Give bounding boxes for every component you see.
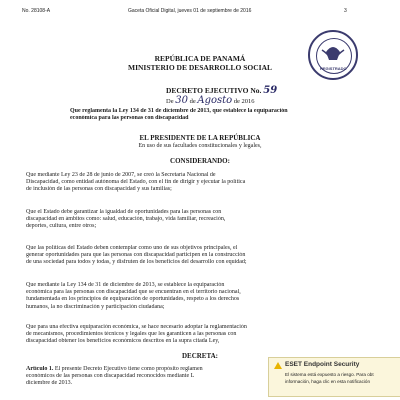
decree-number-handwritten: 59 (263, 85, 278, 96)
decreta-heading: DECRETA: (181, 352, 219, 360)
article-1: Artículo 1. El presente Decreto Ejecutivo tiene como propósito reglamen económicos de las personas con discapacidad reconocidos mediante L diciembre de 2013. (26, 366, 203, 387)
decree-date: De 30 de Agosto de 2016 (166, 95, 255, 106)
notification-message-line: información, haga clic en esta notificación (285, 379, 371, 384)
gazette-number: No. 28108-A (22, 8, 51, 14)
recital-paragraph: Que mediante la Ley 134 de 31 de diciembre de 2013, se establece la equiparación económica para las personas con discapacidad que se encuentran en el territorio nacional, fundamentada en los principios de equiparación de oportunidades, respeto a los derechos humanos, la no discriminación y participación ciudadana; (26, 282, 241, 310)
decree-month-handwritten: Agosto (197, 95, 233, 106)
ministry-heading: MINISTERIO DE DESARROLLO SOCIAL (128, 63, 272, 72)
decree-prefix: DECRETO EJECUTIVO No. (166, 86, 262, 95)
eagle-emblem-icon (308, 30, 358, 80)
presidency-seal (308, 30, 358, 80)
gazette-title: Gaceta Oficial Digital, jueves 01 de septiembre de 2016 (128, 8, 252, 14)
president-subtitle: En uso de sus facultades constitucionales y legales, (138, 143, 262, 149)
notification-title: ESET Endpoint Security (285, 361, 360, 368)
recital-paragraph: Que para una efectiva equiparación económica, se hace necesario adoptar la reglamentación de mecanismos, procedimientos técnicos y legales que les garanticen a las personas con discapacidad obtener los beneficios económicos descritos en la supra citada Ley, (26, 324, 247, 345)
recital-paragraph: Que mediante Ley 23 de 28 de junio de 2007, se creó la Secretaría Nacional de Discapacidad, como entidad autónoma del Estado, con el fin de dirigir y ejecutar la política de inclusión de las personas con discapacidad y sus familias; (26, 172, 246, 193)
notification-message-line: El sistema está expuesto a riesgo. Para obt (285, 372, 374, 377)
considerando-heading: CONSIDERANDO: (170, 157, 230, 165)
president-heading: EL PRESIDENTE DE LA REPÚBLICA (139, 134, 261, 142)
eset-security-notification[interactable] (268, 357, 400, 397)
decree-day-handwritten: 30 (175, 95, 188, 106)
article-1-label: Artículo 1. (26, 366, 54, 372)
purpose-text: Que reglamenta la Ley 134 de 31 de diciembre de 2013, que establece la equiparación económica para las personas con discapacidad (70, 108, 288, 122)
recital-paragraph: Que el Estado debe garantizar la igualdad de oportunidades para las personas con discapacidad en ámbitos como: salud, educación, trabajo, vida familiar, recreación, deportes, cultura, entre otros; (26, 209, 226, 230)
warning-icon (274, 362, 282, 369)
seal-registered-text: REGISTRADO (320, 66, 347, 71)
republic-heading: REPÚBLICA DE PANAMÁ (154, 54, 246, 63)
page-number: 3 (344, 8, 347, 14)
recital-paragraph: Que las políticas del Estado deben contemplar como uno de sus objetivos principales, el generar oportunidades para que las personas con discapacidad participen en la construcción de una sociedad para todos y todas, y disfruten de los beneficios del desarrollo con equidad; (26, 245, 247, 266)
